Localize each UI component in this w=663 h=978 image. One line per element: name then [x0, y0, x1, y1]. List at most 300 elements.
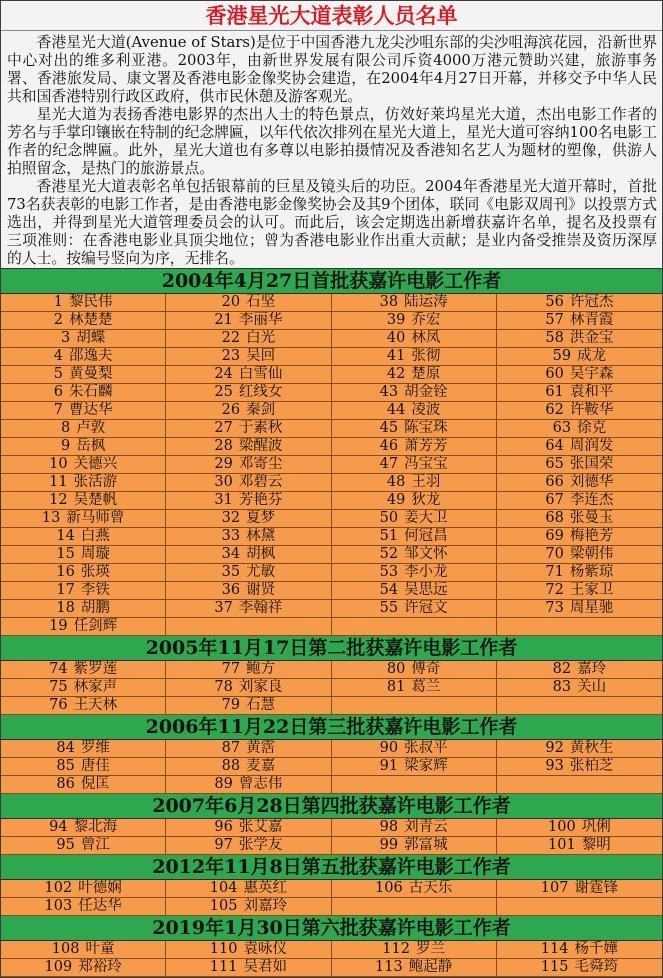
honoree-cell [497, 312, 662, 330]
honoree-name: 梅艳芳 [569, 528, 614, 544]
honoree-number: 74 [49, 661, 68, 677]
honoree-name: 邓碧云 [238, 474, 283, 490]
honoree-number: 106 [375, 880, 403, 896]
honoree-name: 麦嘉 [246, 758, 276, 774]
honoree-number: 107 [540, 880, 569, 896]
honoree-name: 周星驰 [569, 600, 614, 616]
honoree-number: 22 [221, 330, 241, 346]
honoree-number: 8 [61, 420, 71, 436]
honoree-cell [332, 546, 497, 564]
honoree-name: 惠英红 [243, 880, 287, 896]
honoree-name: 张艾嘉 [238, 819, 283, 835]
honoree-name: 曾志伟 [238, 776, 283, 792]
honoree-number: 66 [545, 474, 564, 490]
honoree-name: 张学友 [238, 837, 283, 853]
honoree-name: 林家声 [73, 679, 118, 695]
honoree-cell [1, 330, 166, 348]
honoree-grid [1, 294, 662, 636]
honoree-cell [1, 546, 166, 564]
honoree-number: 80 [386, 661, 406, 677]
honoree-cell [166, 366, 331, 384]
honoree-cell [332, 456, 497, 474]
honoree-name: 吴楚帆 [73, 492, 118, 508]
honoree-number: 29 [214, 456, 233, 472]
honoree-cell [1, 366, 166, 384]
batch-heading: 2005年11月17日第二批获嘉许电影工作者 [1, 636, 662, 661]
honoree-number: 113 [375, 959, 403, 975]
honoree-number: 81 [386, 679, 406, 695]
honoree-number: 37 [214, 600, 233, 616]
empty-cell [332, 697, 497, 715]
honoree-name: 胡金铨 [404, 384, 448, 400]
honoree-cell [497, 420, 662, 438]
honoree-cell [1, 959, 166, 977]
honoree-cell [497, 294, 662, 312]
honoree-number: 91 [379, 758, 399, 774]
honoree-cell [332, 758, 497, 776]
honoree-number: 17 [56, 582, 75, 598]
honoree-cell [497, 348, 662, 366]
honoree-name: 许鞍华 [569, 402, 614, 418]
honoree-name: 李连杰 [569, 492, 614, 508]
empty-cell [497, 618, 662, 636]
honoree-number: 89 [214, 776, 233, 792]
honoree-name: 姜大卫 [404, 510, 448, 526]
honoree-number: 115 [540, 959, 569, 975]
honoree-number: 101 [548, 837, 576, 853]
honoree-number: 44 [386, 402, 406, 418]
honoree-number: 82 [552, 661, 572, 677]
honoree-number: 72 [545, 582, 564, 598]
honoree-cell [166, 697, 331, 715]
honoree-number: 62 [545, 402, 564, 418]
honoree-cell [497, 600, 662, 618]
honoree-name: 周润发 [569, 438, 614, 454]
honoree-number: 20 [221, 294, 241, 310]
honoree-cell [497, 456, 662, 474]
honoree-number: 18 [56, 600, 75, 616]
honoree-number: 46 [379, 438, 399, 454]
honoree-name: 芳艳芬 [238, 492, 283, 508]
honoree-cell [497, 528, 662, 546]
honoree-cell [1, 438, 166, 456]
honoree-name: 黎民伟 [68, 294, 113, 310]
honoree-name: 任达华 [78, 898, 122, 914]
empty-cell [497, 697, 662, 715]
honoree-name: 尤敏 [246, 564, 276, 580]
honoree-cell [497, 661, 662, 679]
honoree-number: 13 [41, 510, 61, 526]
honoree-name: 陆运涛 [404, 294, 448, 310]
honoree-name: 林楚楚 [68, 312, 113, 328]
honoree-number: 52 [379, 546, 399, 562]
honoree-cell [166, 582, 331, 600]
honoree-name: 胡蝶 [76, 330, 106, 346]
honoree-cell [332, 384, 497, 402]
honoree-name: 白雪仙 [238, 366, 283, 382]
honoree-cell [497, 880, 662, 898]
honoree-number: 10 [49, 456, 68, 472]
honoree-name: 洪金宝 [569, 330, 614, 346]
honoree-number: 57 [545, 312, 564, 328]
honoree-number: 50 [379, 510, 399, 526]
honoree-cell [332, 330, 497, 348]
honoree-cell [166, 776, 331, 794]
honoree-number: 83 [552, 679, 572, 695]
honoree-name: 许冠文 [404, 600, 448, 616]
honoree-cell [332, 438, 497, 456]
honoree-name: 叶童 [85, 941, 115, 957]
honoree-cell [166, 348, 331, 366]
document-title: 香港星光大道表彰人员名单 [1, 1, 662, 31]
honoree-number: 24 [214, 366, 233, 382]
honoree-name: 黎明 [581, 837, 611, 853]
honoree-number: 39 [386, 312, 406, 328]
honoree-name: 李丽华 [238, 312, 283, 328]
honoree-cell [497, 546, 662, 564]
honoree-number: 75 [49, 679, 68, 695]
honoree-cell [166, 456, 331, 474]
honoree-name: 张柏芝 [569, 758, 614, 774]
honoree-number: 111 [209, 959, 238, 975]
honoree-name: 王家卫 [569, 582, 614, 598]
honoree-name: 邹文怀 [404, 546, 448, 562]
honoree-cell [332, 679, 497, 697]
honoree-number: 21 [214, 312, 233, 328]
honoree-number: 45 [379, 420, 399, 436]
honoree-number: 23 [221, 348, 241, 364]
honoree-name: 石慧 [246, 697, 276, 713]
honoree-name: 梁朝伟 [569, 546, 614, 562]
honoree-cell [166, 758, 331, 776]
empty-cell [332, 898, 497, 916]
honoree-number: 28 [214, 438, 233, 454]
honoree-cell [497, 837, 662, 855]
honoree-number: 3 [61, 330, 71, 346]
honoree-cell [166, 384, 331, 402]
honoree-cell [1, 582, 166, 600]
honoree-number: 34 [221, 546, 241, 562]
batch-heading: 2019年1月30日第六批获嘉许电影工作者 [1, 916, 662, 941]
honoree-cell [497, 384, 662, 402]
honoree-cell [166, 941, 331, 959]
honoree-cell [166, 420, 331, 438]
honoree-cell [497, 582, 662, 600]
honoree-number: 96 [214, 819, 233, 835]
honoree-number: 65 [545, 456, 564, 472]
honoree-number: 53 [379, 564, 399, 580]
honoree-number: 33 [221, 528, 241, 544]
honoree-name: 李铁 [80, 582, 110, 598]
honoree-cell [166, 600, 331, 618]
honoree-number: 114 [540, 941, 569, 957]
honoree-grid [1, 880, 662, 916]
honoree-cell [497, 474, 662, 492]
honoree-number: 77 [221, 661, 241, 677]
honoree-grid [1, 819, 662, 855]
honoree-number: 49 [386, 492, 406, 508]
honoree-cell [332, 740, 497, 758]
honoree-cell [166, 819, 331, 837]
honoree-cell [332, 492, 497, 510]
honoree-cell [1, 758, 166, 776]
honoree-cell [166, 510, 331, 528]
honoree-number: 110 [209, 941, 238, 957]
honoree-name: 刘家良 [238, 679, 283, 695]
honoree-name: 黄霑 [246, 740, 276, 756]
honoree-cell [332, 510, 497, 528]
honoree-number: 100 [548, 819, 576, 835]
honoree-number: 84 [56, 740, 75, 756]
honoree-name: 李翰祥 [238, 600, 283, 616]
batch-heading: 2004年4月27日首批获嘉许电影工作者 [1, 269, 662, 294]
honoree-cell [332, 312, 497, 330]
honoree-number: 54 [379, 582, 399, 598]
honoree-number: 104 [209, 880, 238, 896]
honoree-name: 石坚 [246, 294, 276, 310]
honoree-number: 68 [545, 510, 564, 526]
honoree-name: 谢霆锋 [574, 880, 618, 896]
honoree-name: 王羽 [411, 474, 441, 490]
honoree-name: 吴君如 [243, 959, 287, 975]
honoree-name: 楚原 [411, 366, 441, 382]
honoree-name: 鲍方 [246, 661, 276, 677]
honoree-number: 97 [214, 837, 233, 853]
honoree-number: 36 [221, 582, 241, 598]
honoree-number: 87 [221, 740, 241, 756]
honoree-cell [1, 740, 166, 758]
honoree-cell [166, 528, 331, 546]
honoree-cell [166, 546, 331, 564]
honoree-name: 张活游 [73, 474, 118, 490]
honoree-cell [332, 528, 497, 546]
honoree-cell [166, 438, 331, 456]
honoree-grid [1, 661, 662, 715]
honoree-name: 于素秋 [238, 420, 283, 436]
honoree-number: 85 [56, 758, 75, 774]
honoree-name: 何冠昌 [404, 528, 448, 544]
honoree-name: 袁和平 [569, 384, 614, 400]
honoree-number: 103 [44, 898, 73, 914]
honoree-cell [332, 366, 497, 384]
honoree-cell [497, 492, 662, 510]
honoree-number: 95 [56, 837, 75, 853]
honoree-cell [1, 456, 166, 474]
honoree-number: 71 [545, 564, 564, 580]
honoree-number: 69 [545, 528, 564, 544]
honoree-cell [1, 679, 166, 697]
honoree-name: 唐佳 [80, 758, 110, 774]
honoree-name: 罗兰 [415, 941, 445, 957]
honoree-number: 73 [545, 600, 564, 616]
honoree-name: 曹达华 [68, 402, 113, 418]
honoree-cell [497, 366, 662, 384]
honoree-name: 吴宇森 [569, 366, 614, 382]
intro-paragraph: 香港星光大道(Avenue of Stars)是位于中国香港九龙尖沙咀东部的尖沙咀海滨花园，沿新世界中心对出的维多利亚港。2003年，由新世界发展有限公司斥资4000万港元赞助兴建，旅游事务署、香港旅发局、康文署及香港电影金像奖协会建造，在2004年4月27日开幕，并移交予中华人民共和国香港特别行政区政府，供市民休憩及游客观光。 [7, 34, 657, 105]
honoree-name: 任剑辉 [73, 618, 118, 634]
honoree-cell [332, 661, 497, 679]
honoree-name: 周璇 [80, 546, 110, 562]
honoree-name: 许冠杰 [569, 294, 614, 310]
honoree-cell [332, 837, 497, 855]
honoree-number: 59 [552, 348, 572, 364]
honoree-name: 新马师曾 [66, 510, 125, 526]
honoree-name: 卢敦 [76, 420, 106, 436]
honoree-number: 11 [49, 474, 68, 490]
honoree-name: 叶德娴 [78, 880, 122, 896]
honoree-name: 邓寄尘 [238, 456, 283, 472]
empty-cell [497, 776, 662, 794]
honoree-name: 郭富城 [404, 837, 448, 853]
honoree-number: 47 [379, 456, 399, 472]
honoree-cell [332, 348, 497, 366]
honoree-name: 吴思远 [404, 582, 448, 598]
honoree-name: 刘德华 [569, 474, 614, 490]
honoree-cell [497, 402, 662, 420]
honoree-number: 98 [379, 819, 399, 835]
honoree-cell [1, 697, 166, 715]
honoree-number: 112 [382, 941, 410, 957]
honoree-number: 9 [61, 438, 71, 454]
honoree-name: 萧芳芳 [404, 438, 448, 454]
honoree-number: 60 [545, 366, 564, 382]
honoree-cell [166, 330, 331, 348]
honoree-number: 5 [53, 366, 63, 382]
honoree-cell [332, 959, 497, 977]
honoree-sections [1, 269, 662, 977]
honoree-cell [1, 492, 166, 510]
honoree-name: 白光 [246, 330, 276, 346]
honoree-cell [166, 661, 331, 679]
honoree-cell [497, 679, 662, 697]
empty-cell [166, 618, 331, 636]
honoree-cell [332, 600, 497, 618]
honoree-name: 胡枫 [246, 546, 276, 562]
honoree-name: 杨紫琼 [569, 564, 614, 580]
honoree-cell [166, 474, 331, 492]
honoree-name: 白燕 [80, 528, 110, 544]
honoree-cell [332, 582, 497, 600]
honoree-cell [497, 564, 662, 582]
honoree-cell [1, 618, 166, 636]
honoree-cell [332, 941, 497, 959]
honoree-number: 1 [53, 294, 63, 310]
honoree-number: 90 [379, 740, 399, 756]
honoree-number: 43 [379, 384, 399, 400]
honoree-name: 关山 [577, 679, 607, 695]
honoree-cell [497, 941, 662, 959]
honoree-cell [1, 402, 166, 420]
honoree-number: 19 [49, 618, 68, 634]
honoree-number: 88 [221, 758, 241, 774]
honoree-number: 35 [221, 564, 241, 580]
honoree-name: 林黛 [246, 528, 276, 544]
intro-paragraph: 星光大道为表扬香港电影界的杰出人士的特色景点，仿效好莱坞星光大道，杰出电影工作者的芳名与手掌印镶嵌在特制的纪念牌匾，以年代依次排列在星光大道上，星光大道可容纳100名电影工作者的纪念牌匾。此外，星光大道也有多尊以电影拍摄情况及香港知名艺人为题材的塑像，供游人拍照留念，是热门的旅游景点。 [7, 106, 657, 177]
honoree-number: 70 [545, 546, 564, 562]
honoree-name: 凌波 [411, 402, 441, 418]
honoree-name: 张曼玉 [569, 510, 614, 526]
honoree-number: 27 [214, 420, 233, 436]
honoree-name: 刘嘉玲 [243, 898, 287, 914]
honoree-number: 42 [386, 366, 406, 382]
honoree-name: 朱石麟 [68, 384, 113, 400]
honoree-number: 86 [56, 776, 75, 792]
honoree-name: 巩俐 [581, 819, 611, 835]
honoree-name: 李小龙 [404, 564, 448, 580]
honoree-name: 王天林 [73, 697, 118, 713]
honoree-number: 63 [552, 420, 572, 436]
honoree-name: 陈宝珠 [404, 420, 448, 436]
honoree-number: 32 [221, 510, 241, 526]
honoree-number: 76 [49, 697, 68, 713]
honoree-name: 葛兰 [411, 679, 441, 695]
honoree-name: 岳枫 [76, 438, 106, 454]
honoree-name: 张瑛 [80, 564, 110, 580]
empty-cell [332, 618, 497, 636]
honoree-number: 16 [56, 564, 75, 580]
honoree-cell [1, 776, 166, 794]
honoree-cell [1, 384, 166, 402]
honoree-cell [166, 880, 331, 898]
honoree-number: 78 [214, 679, 233, 695]
honoree-name: 关德兴 [73, 456, 118, 472]
honoree-number: 56 [545, 294, 564, 310]
honoree-name: 傅奇 [411, 661, 441, 677]
honoree-name: 成龙 [577, 348, 607, 364]
honoree-name: 张国荣 [569, 456, 614, 472]
honoree-number: 94 [49, 819, 68, 835]
empty-cell [332, 776, 497, 794]
honoree-cell [332, 294, 497, 312]
honoree-name: 张叔平 [404, 740, 448, 756]
honoree-name: 吴回 [246, 348, 276, 364]
honoree-cell [166, 898, 331, 916]
honoree-name: 梁醒波 [238, 438, 283, 454]
honoree-name: 曾江 [80, 837, 110, 853]
honoree-cell [332, 819, 497, 837]
honoree-number: 58 [545, 330, 564, 346]
honoree-name: 冯宝宝 [404, 456, 448, 472]
honoree-name: 罗维 [80, 740, 110, 756]
honoree-cell [497, 740, 662, 758]
honoree-cell [497, 819, 662, 837]
honoree-cell [1, 661, 166, 679]
honoree-number: 105 [209, 898, 238, 914]
honoree-name: 杨千嬅 [574, 941, 618, 957]
honoree-number: 6 [53, 384, 63, 400]
honoree-number: 25 [214, 384, 233, 400]
honoree-number: 109 [44, 959, 73, 975]
honoree-cell [1, 528, 166, 546]
honoree-name: 嘉玲 [577, 661, 607, 677]
honoree-cell [166, 402, 331, 420]
honoree-name: 刘青云 [404, 819, 448, 835]
honoree-cell [332, 474, 497, 492]
honoree-number: 38 [379, 294, 399, 310]
honoree-number: 2 [53, 312, 63, 328]
honoree-cell [1, 564, 166, 582]
honoree-name: 古天乐 [408, 880, 453, 896]
honoree-number: 108 [51, 941, 80, 957]
honoree-cell [1, 294, 166, 312]
honoree-number: 26 [221, 402, 241, 418]
honoree-number: 61 [545, 384, 564, 400]
honoree-name: 张彻 [411, 348, 441, 364]
honoree-cell [166, 837, 331, 855]
honoree-cell [497, 438, 662, 456]
honoree-cell [1, 941, 166, 959]
honoree-number: 64 [545, 438, 564, 454]
